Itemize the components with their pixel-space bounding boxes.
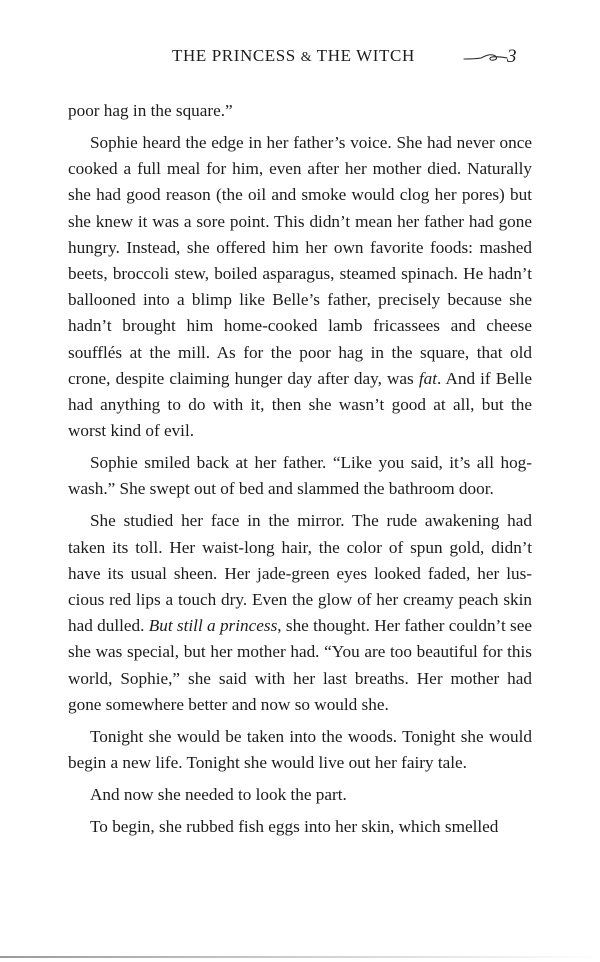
paragraph-7: To begin, she rubbed fish eggs into her skin, which smelled: [90, 817, 499, 837]
paragraph-3: Sophie smiled back at her father. “Like you said, it’s all hog-wash.” She swept out of bed and slammed the bathroom door.: [68, 453, 532, 499]
title-part-1: THE PRINCESS: [172, 46, 296, 65]
paragraph-2-text-end: . And if Belle had anything to do with it, then she wasn’t good at all, but the worst kind of evil.: [68, 368, 533, 441]
paragraph-4-text-end: , she thought. Her father couldn’t see she was special, but her mother had. “You are too beautiful for this world, Sophie,” she said with her last breaths. Her mother had gone somewhere better and now so would she.: [68, 616, 533, 714]
paragraph-2-emphasis: fat: [418, 368, 437, 388]
chapter-text: [68, 98, 532, 840]
running-header: [0, 44, 600, 72]
paragraph-2-text: Sophie heard the edge in her father’s voice. She had never once cooked a full meal for him, even after her mother died. Naturally she had good reason (the oil and smoke would clog her pores) but she knew it was a sore point. This didn’t mean her father had gone hungry. Instead, she offered him her own favorite foods: mashed beets, broccoli stew, boiled asparagus, steamed spinach. He hadn’t ballooned into a blimp like Belle’s father, precisely because she hadn’t brought him home-cooked lamb fricassees and cheese soufflés at the mill. As for the poor hag in the square, that old crone, despite claiming hunger day after day, was: [68, 133, 532, 388]
title-part-2: THE WITCH: [316, 46, 415, 65]
book-title: [172, 46, 415, 66]
flourish-icon: [463, 50, 509, 64]
page-number: 3: [507, 46, 517, 67]
paragraph-4-emphasis: But still a princess: [148, 616, 278, 636]
scan-edge-line: [0, 956, 600, 958]
paragraph-6: And now she needed to look the part.: [90, 785, 347, 805]
paragraph-1: poor hag in the square.”: [68, 101, 233, 120]
paragraph-5: Tonight she would be taken into the woods. Tonight she would begin a new life. Tonight she would live out her fairy tale.: [68, 726, 532, 773]
paragraph-4: [68, 508, 532, 718]
title-ampersand: &: [300, 50, 313, 65]
paragraph-4-text: She studied her face in the mirror. The rude awakening had taken its toll. Her waist-long hair, the color of spun gold, didn’t have its usual sheen. Her jade-green eyes looked faded, her lus-cious red lips a touch dry. Even the glow of her creamy peach skin had dulled.: [68, 511, 532, 636]
paragraph-2: [68, 130, 532, 444]
